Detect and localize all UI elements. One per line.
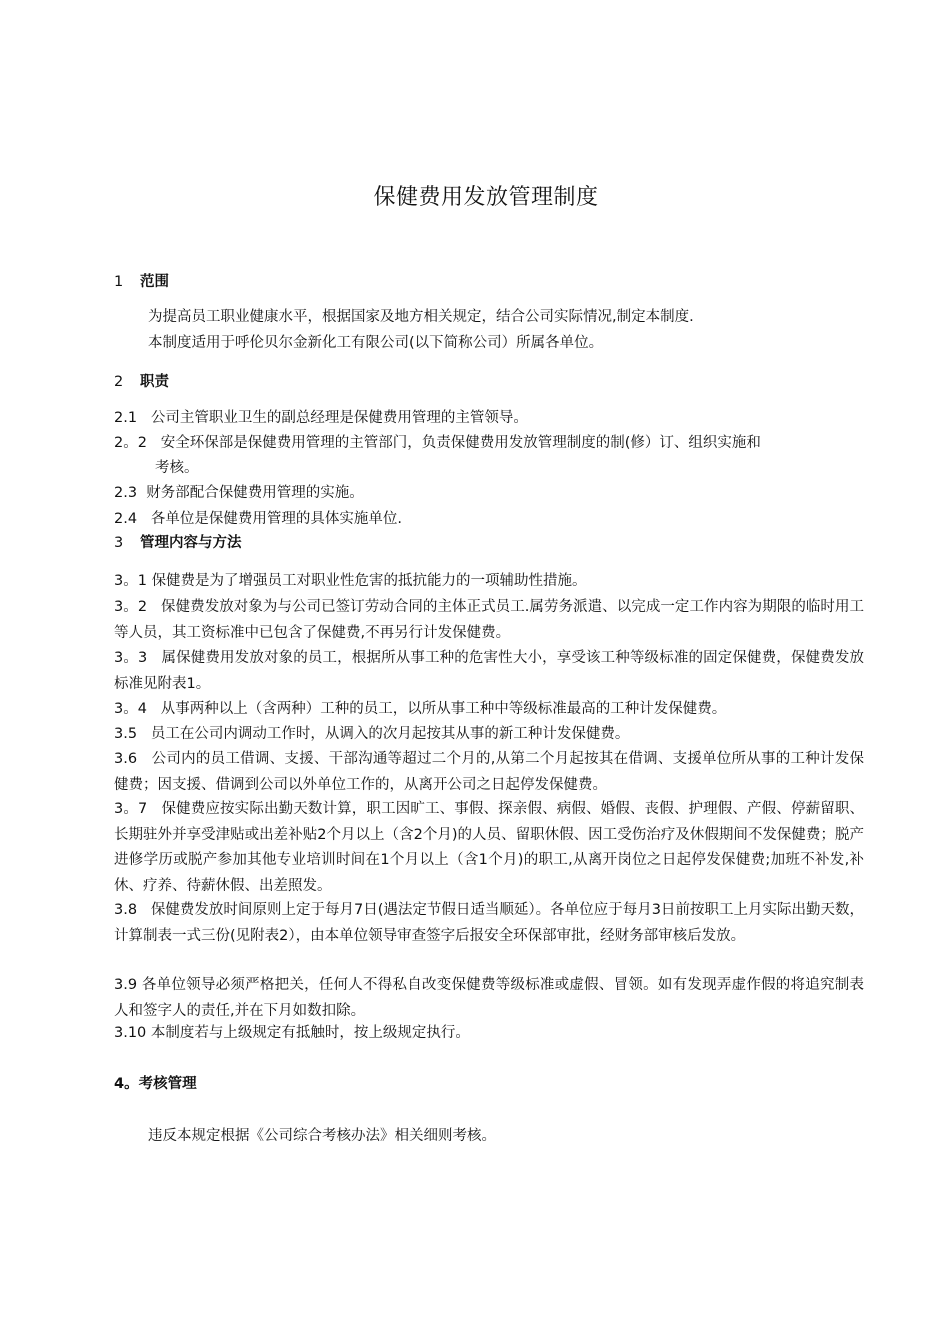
section-number: 3 [114, 535, 124, 551]
duty-item [114, 482, 364, 504]
item-number: 3.9 [114, 977, 138, 993]
item-number: 2.1 [114, 410, 138, 426]
item-number: 2.4 [114, 511, 138, 527]
section-title: 范围 [140, 274, 169, 290]
duty-item [114, 508, 402, 530]
item-text: 属保健费用发放对象的员工，根据所从事工种的危害性大小，享受该工种等级标准的固定保健费，保健费发放标准见附表1。 [114, 650, 865, 692]
item-number: 3.5 [114, 726, 138, 742]
item-text: 保健费发放对象为与公司已签订劳动合同的主体正式员工.属劳务派遣、以完成一定工作内容为期限的临时用工等人员，其工资标准中已包含了保健费,不再另行计发保健费。 [114, 599, 865, 641]
item-text: 安全环保部是保健费用管理的主管部门，负责保健费用发放管理制度的制(修）订、组织实施和 [160, 435, 761, 451]
section-title: 管理内容与方法 [140, 535, 242, 551]
item-number: 3.10 [114, 1025, 147, 1041]
section-heading-assessment: 4。考核管理 [114, 1076, 197, 1092]
item-number: 3。1 [114, 573, 147, 589]
item-number: 2.3 [114, 485, 138, 501]
method-item [114, 697, 864, 723]
method-item [114, 1022, 470, 1044]
item-text: 公司主管职业卫生的副总经理是保健费用管理的主管领导。 [150, 410, 528, 426]
item-number: 3。4 [114, 701, 147, 717]
item-text: 财务部配合保健费用管理的实施。 [146, 485, 364, 501]
item-number: 3。2 [114, 599, 148, 615]
item-text: 本制度若与上级规定有抵触时，按上级规定执行。 [150, 1025, 470, 1041]
item-text: 从事两种以上（含两种）工种的员工，以所从事工种中等级标准最高的工种计发保健费。 [160, 701, 727, 717]
item-number: 3。3 [114, 650, 148, 666]
item-text: 公司内的员工借调、支援、干部沟通等超过二个月的,从第二个月起按其在借调、支援单位所从事的工种计发保健费；因支援、借调到公司以外单位工作的，从离开公司之日起停发保健费。 [114, 751, 865, 793]
item-text: 保健费是为了增强员工对职业性危害的抵抗能力的一项辅助性措施。 [151, 573, 587, 589]
assessment-paragraph: 违反本规定根据《公司综合考核办法》相关细则考核。 [148, 1128, 496, 1144]
item-number: 3。7 [114, 801, 148, 817]
section-heading-methods [114, 532, 242, 554]
item-text: 各单位是保健费用管理的具体实施单位. [150, 511, 402, 527]
method-item [114, 797, 864, 899]
item-number: 3.6 [114, 751, 138, 767]
method-item [114, 595, 864, 646]
item-text: 保健费发放时间原则上定于每月7日(遇法定节假日适当顺延）。各单位应于每月3日前按职工上月实际出勤天数，计算制表一式三份(见附表2），由本单位领导审查签字后报安全环保部审批，经财务部审核后发放。 [114, 902, 864, 944]
duty-item [114, 432, 761, 454]
document-title: 保健费用发放管理制度 [373, 185, 599, 210]
section-heading-duties [114, 371, 169, 393]
section-number: 2 [114, 374, 124, 390]
method-item [114, 898, 864, 949]
duty-item-continuation: 考核。 [155, 460, 199, 476]
section-heading-scope [114, 271, 169, 293]
item-text: 保健费应按实际出勤天数计算，职工因旷工、事假、探亲假、病假、婚假、丧假、护理假、产假、停薪留职、长期驻外并享受津贴或出差补贴2个月以上（含2个月)的人员、留职休假、因工受伤治疗及休假期间不发保健费；脱产进修学历或脱产参加其他专业培训时间在1个月以上（含1个月)的职工,从离开岗位之日起停发保健费;加班不补发,补休、疗养、待薪休假、出差照发。 [114, 801, 865, 894]
method-item [114, 973, 864, 1024]
section-title: 职责 [140, 374, 169, 390]
duty-item [114, 407, 528, 429]
method-item [114, 747, 864, 798]
method-item [114, 722, 864, 748]
section-number: 1 [114, 274, 124, 290]
item-text: 各单位领导必须严格把关，任何人不得私自改变保健费等级标准或虚假、冒领。如有发现弄虚作假的将追究制表人和签字人的责任,并在下月如数扣除。 [114, 977, 865, 1019]
scope-paragraph: 为提高员工职业健康水平，根据国家及地方相关规定，结合公司实际情况,制定本制度. [148, 309, 694, 325]
item-text: 员工在公司内调动工作时，从调入的次月起按其从事的新工种计发保健费。 [150, 726, 630, 742]
method-item [114, 569, 864, 595]
item-number: 2。2 [114, 435, 147, 451]
scope-paragraph: 本制度适用于呼伦贝尔金新化工有限公司(以下简称公司）所属各单位。 [148, 335, 604, 351]
item-number: 3.8 [114, 902, 138, 918]
method-item [114, 646, 864, 697]
